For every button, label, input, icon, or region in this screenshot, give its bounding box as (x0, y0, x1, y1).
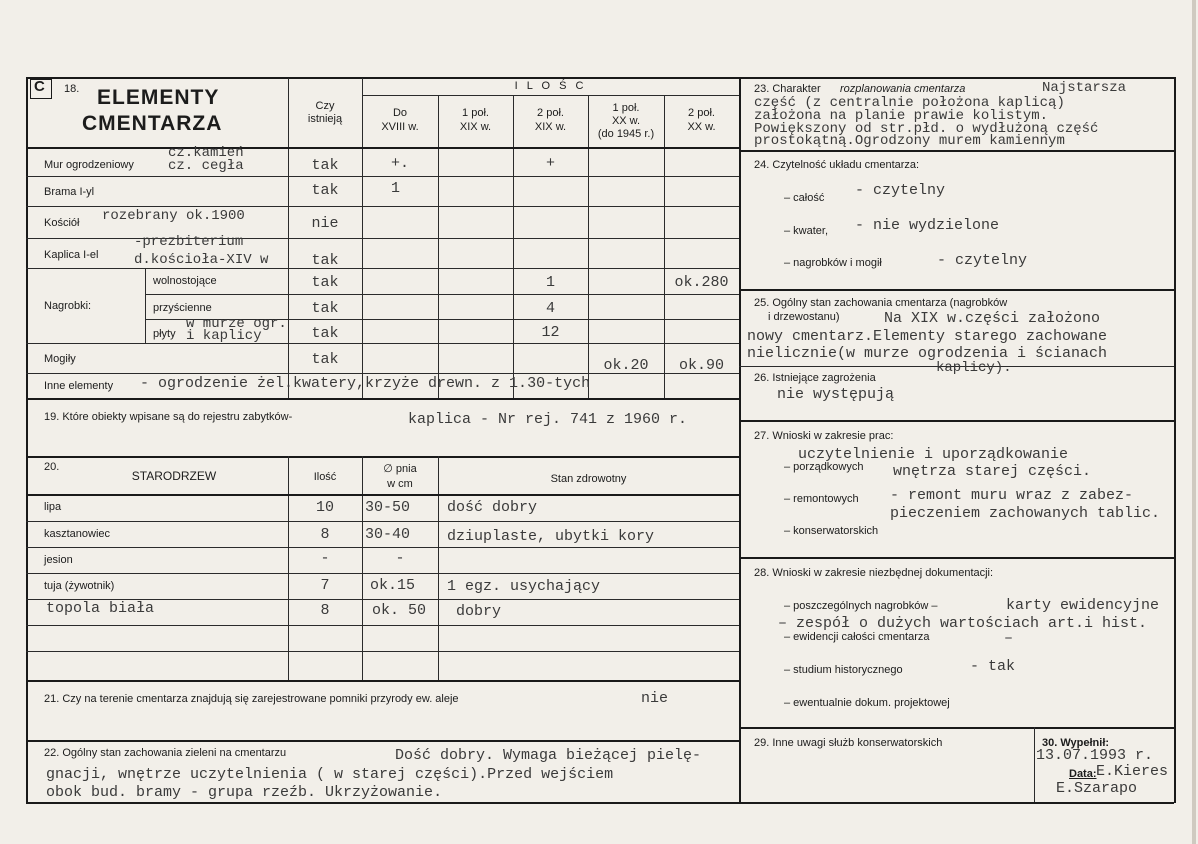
row-kosciol-czy: nie (311, 215, 339, 232)
header-1pol20-line3: (do 1945 r.) (597, 128, 655, 140)
section-28-studium-value: - tak (970, 658, 1016, 675)
section-28-poszcz-label: – poszczególnych nagrobków – (784, 600, 938, 612)
header-2pol20-line2: XX w. (687, 121, 716, 133)
section-23-line2: część (z centralnie położona kaplicą) (754, 95, 1065, 111)
row-plyty-2pol19: 12 (541, 324, 560, 341)
section-27-konserw-label: – konserwatorskich (784, 525, 879, 537)
section-28-studium-label: – studium historycznego (784, 664, 903, 676)
row-inne-value: - ogrodzenie żel.kwatery,krzyże drewn. z 1.30-tych (140, 375, 591, 392)
section-28-ewent-label: – ewentualnie dokum. projektowej (784, 697, 950, 709)
tree-row-1-stan: dość dobry (447, 499, 538, 516)
section-24-nagrobkow-value: - czytelny (937, 252, 1028, 269)
section-26-value: nie występują (777, 386, 895, 403)
section-28-label: 28. Wnioski w zakresie niezbędnej dokumentacji: (754, 567, 994, 579)
row-wolno-2pol20: ok.280 (674, 274, 729, 291)
row-kaplica-czy: tak (311, 252, 339, 269)
section-27-label: 27. Wnioski w zakresie prac: (754, 430, 894, 442)
row-inne-label: Inne elementy (44, 380, 114, 392)
section-24-kwater-value: - nie wydzielone (855, 217, 1000, 234)
section-27-remont-line1: - remont muru wraz z zabez- (890, 487, 1134, 504)
tree-row-5-name: topola biała (46, 600, 155, 617)
header-2pol20-line1: 2 poł. (688, 107, 715, 119)
section-25-line1: Na XIX w.części założono (884, 310, 1101, 327)
tree-row-1-ilosc: 10 (315, 499, 334, 516)
row-przysc-czy: tak (311, 300, 339, 317)
row-wolno-label: wolnostojące (153, 275, 217, 287)
section-25-label-line2: i drzewostanu) (768, 311, 840, 323)
paper-right-edge (1192, 0, 1196, 844)
tree-row-3-ilosc: - (320, 550, 330, 567)
section-22-line3: obok bud. bramy - grupa rzeźb. Ukrzyżowanie. (46, 784, 443, 801)
tree-row-3-pnia: - (395, 550, 405, 567)
section-20-col-pnia-line1: ∅ pnia (383, 463, 417, 475)
section-23-line4: Powiększony od str.płd. o wydłużoną część (754, 121, 1099, 137)
section-30-date: 13.07.1993 r. (1036, 747, 1154, 764)
section-27-porz-line2: wnętrza starej części. (893, 463, 1092, 480)
header-do-line2: XVIII w. (381, 121, 419, 133)
row-brama-czy: tak (311, 182, 339, 199)
section-23-line3: założona na planie prawie kolistym. (754, 108, 1049, 124)
section-24-calosc-value: - czytelny (855, 182, 946, 199)
tree-row-1-name: lipa (44, 501, 62, 513)
row-mogily-czy: tak (311, 351, 339, 368)
section-20-title: STARODRZEW (131, 469, 217, 483)
row-plyty-czy: tak (311, 325, 339, 342)
section-29-label: 29. Inne uwagi służb konserwatorskich (754, 737, 943, 749)
section-18-title-line2: CMENTARZA (82, 112, 223, 135)
section-23-label-a: 23. Charakter (754, 83, 821, 95)
row-przysc-2pol19: 4 (545, 300, 555, 317)
section-20-col-ilosc: Ilość (313, 471, 337, 483)
row-brama-do: 1 (391, 180, 401, 197)
row-kosciol-note: rozebrany ok.1900 (102, 208, 245, 224)
header-1pol19-line1: 1 poł. (462, 107, 489, 119)
section-28-ewid-value: – (1004, 630, 1014, 647)
row-mur-label: Mur ogrodzeniowy (44, 159, 134, 171)
row-mogily-label: Mogiły (44, 353, 76, 365)
section-22-label: 22. Ogólny stan zachowania zieleni na cmentarzu (44, 747, 287, 759)
row-mur-type2: cz. cegła (168, 158, 244, 174)
section-18-title-line1: ELEMENTY (97, 86, 220, 109)
section-30-name1: E.Kieres (1096, 763, 1169, 780)
section-25-line3: nielicznie(w murze ogrodzenia i ścianach (747, 345, 1108, 362)
tree-row-4-ilosc: 7 (320, 577, 330, 594)
section-24-kwater-label: – kwater, (784, 225, 829, 237)
row-brama-label: Brama I-yl (44, 186, 95, 198)
row-mogily-1pol20: ok.20 (603, 357, 649, 374)
section-27-remont-line2: pieczeniem zachowanych tablic. (890, 505, 1161, 522)
header-2pol19-line2: XIX w. (534, 121, 567, 133)
section-18-number: 18. (64, 83, 80, 95)
tree-row-4-stan: 1 egz. usychający (447, 578, 601, 595)
section-28-zespol-value: – zespół o dużych wartościach art.i hist. (778, 615, 1148, 632)
tree-row-2-stan: dziuplaste, ubytki kory (447, 528, 655, 545)
tree-row-4-pnia: ok.15 (370, 577, 416, 594)
tree-row-5-ilosc: 8 (320, 602, 330, 619)
section-30-data-label: Data: (1069, 768, 1097, 780)
section-20-col-pnia-line2: w cm (387, 478, 413, 490)
tree-row-4-name: tuja (żywotnik) (44, 580, 115, 592)
section-22-line2: gnacji, wnętrze uczytelnienia ( w starej części).Przed wejściem (46, 766, 614, 783)
header-istnieja: istnieją (307, 113, 343, 125)
section-25-line2: nowy cmentarz.Elementy starego zachowane (747, 328, 1108, 345)
section-23-line1: Najstarsza (1042, 80, 1127, 96)
section-19-label: 19. Które obiekty wpisane są do rejestru zabytków- (44, 411, 293, 423)
header-1pol20-line1: 1 poł. (612, 102, 640, 114)
section-25-label-line1: 25. Ogólny stan zachowania cmentarza (nagrobków (754, 297, 1008, 309)
tree-row-5-pnia: ok. 50 (372, 602, 427, 619)
section-24-label: 24. Czytelność układu cmentarza: (754, 159, 920, 171)
section-24-nagrobkow-label: – nagrobków i mogił (784, 257, 882, 269)
tree-row-1-pnia: 30-50 (365, 499, 411, 516)
section-28-ewid-label: – ewidencji całości cmentarza (784, 631, 930, 643)
row-plyty-label: płyty (153, 328, 176, 340)
section-30-label: 30. Wypełnił: (1042, 737, 1110, 749)
section-24-calosc-label: – całość (784, 192, 825, 204)
row-kaplica-note2: d.kościoła-XIV w (134, 252, 269, 268)
row-plyty-note1: w murze ogr. (186, 316, 287, 332)
section-19-value: kaplica - Nr rej. 741 z 1960 r. (408, 411, 688, 428)
header-ilosc: I L O Ś C (514, 80, 587, 92)
row-mur-type1: cz.kamień (168, 145, 244, 161)
section-23-line5: prostokątną.Ogrodzony murem kamiennym (754, 133, 1065, 149)
section-26-label: 26. Istniejące zagrożenia (754, 372, 876, 384)
section-23-label-b: rozplanowania cmentarza (840, 83, 966, 95)
section-21-label: 21. Czy na terenie cmentarza znajdują się zarejestrowane pomniki przyrody ew. aleje (44, 693, 459, 705)
section-27-remont-label: – remontowych (784, 493, 859, 505)
header-czy: Czy (315, 100, 335, 112)
row-kaplica-label: Kaplica I-el (44, 249, 99, 261)
section-21-value: nie (641, 690, 669, 707)
header-do-line1: Do (392, 107, 408, 119)
section-20-number: 20. (44, 461, 60, 473)
tree-row-2-name: kasztanowiec (44, 528, 111, 540)
row-kosciol-label: Kościół (44, 217, 80, 229)
section-30-name2: E.Szarapo (1056, 780, 1138, 797)
row-mur-do: +. (390, 155, 409, 172)
section-28-poszcz-value: karty ewidencyjne (1006, 597, 1160, 614)
tree-row-2-ilosc: 8 (320, 526, 330, 543)
section-20-col-stan: Stan zdrowotny (550, 473, 627, 485)
row-mogily-2pol20: ok.90 (678, 357, 724, 374)
section-22-line1: Dość dobry. Wymaga bieżącej pielę- (395, 747, 702, 764)
section-27-porz-line1: uczytelnienie i uporządkowanie (798, 446, 1069, 463)
tree-row-5-stan: dobry (456, 603, 502, 620)
row-kaplica-note1: -prezbiterium (134, 234, 244, 250)
header-1pol19-line2: XIX w. (459, 121, 492, 133)
row-wolno-2pol19: 1 (545, 274, 555, 291)
section-27-porz-label: – porządkowych (784, 461, 864, 473)
section-25-line4: kaplicy). (936, 360, 1012, 376)
form-letter: C (34, 78, 45, 95)
header-2pol19-line1: 2 poł. (537, 107, 564, 119)
tree-row-2-pnia: 30-40 (365, 526, 411, 543)
row-plyty-note2: i kaplicy (186, 328, 262, 344)
header-1pol20-line2: XX w. (611, 115, 641, 127)
row-przysc-label: przyścienne (153, 302, 212, 314)
tree-row-3-name: jesion (44, 554, 73, 566)
row-nagrobki-label: Nagrobki: (44, 300, 92, 312)
row-mur-czy: tak (311, 157, 339, 174)
row-wolno-czy: tak (311, 274, 339, 291)
row-mur-2pol19: + (545, 155, 555, 172)
